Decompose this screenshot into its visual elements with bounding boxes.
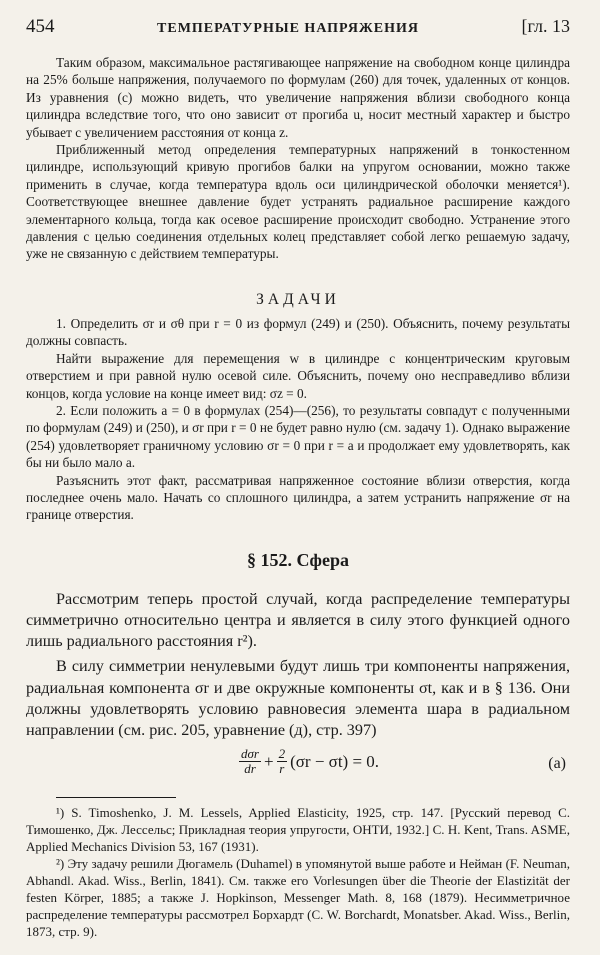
footnote-rule bbox=[56, 797, 176, 798]
section-paragraph-1: Рассмотрим теперь простой случай, когда распределение температуры симметрично относительно центра и является в силу этого функцией одного лишь радиального расстояния r²). bbox=[26, 589, 570, 651]
fraction-two-over-r bbox=[277, 747, 288, 776]
running-header bbox=[26, 16, 570, 46]
task-1-continued: Найти выражение для перемещения w в цилиндре с концентрическим круговым отверстием и при равной нулю осевой силе. Объяснить, почему оно несправедливо вблизи концов, когда условие на конце имеет вид: σz = 0. bbox=[26, 350, 570, 401]
intro-paragraph-1: Таким образом, максимальное растягивающее напряжение на свободном конце цилиндра на 25% больше напряжения, получаемого по формулам (260) для точек, удаленных от концов. Из уравнения (с) можно видеть, что увеличение напряжения вблизи свободного конца цилиндра вследствие того, что оно зависит от прогиба u, носит местный характер и быстро убывает с увеличением расстояния от конца z. bbox=[26, 55, 570, 140]
section-text bbox=[26, 589, 570, 741]
equation-a bbox=[26, 745, 570, 785]
task-1: 1. Определить σr и σθ при r = 0 из формул (249) и (250). Объяснить, почему результаты должны совпасть. bbox=[26, 315, 570, 349]
intro-text bbox=[26, 54, 570, 263]
tasks-text bbox=[26, 315, 570, 524]
plus-sign: + bbox=[263, 751, 274, 771]
equation-body bbox=[236, 747, 379, 776]
task-2-continued: Разъяснить этот факт, рассматривая напряженное состояние вблизи отверстия, когда последнее очень мало. Начать со сплошного цилиндра, а затем устранить напряжение σr на границе отверстия. bbox=[26, 472, 570, 523]
footnote-2: ²) Эту задачу решили Дюгамель (Duhamel) в упомянутой выше работе и Нейман (F. Neuman, Abhandl. Akad. Wiss., Berlin, 1841). См. также его Vorlesungen über die Theorie der Elastizität der festen Körper, 1885; а также J. Hopkinson, Messenger Math. 8, 168 (1879). Несимметричное распределение температуры рассмотрел Борхардт (C. W. Borchardt, Monatsber. Akad. Wiss., Berlin, 1873, стр. 9). bbox=[26, 856, 570, 940]
tasks-heading: ЗАДАЧИ bbox=[256, 290, 340, 308]
footnote-1: ¹) S. Timoshenko, J. M. Lessels, Applied Elasticity, 1925, стр. 147. [Русский перевод С. Тимошенко, Дж. Лессельс; Прикладная теория упругости, ОНТИ, 1932.] C. H. Kent, Trans. ASME, Applied Mechanics Division 53, 167 (1931). bbox=[26, 805, 570, 855]
equation-rest: (σr − σt) = 0. bbox=[290, 751, 380, 771]
running-title: ТЕМПЕРАТУРНЫЕ НАПРЯЖЕНИЯ bbox=[157, 21, 420, 36]
fraction-numerator: dσr bbox=[241, 746, 259, 762]
equation-tag: (a) bbox=[548, 755, 566, 773]
fraction-dsigma-dr bbox=[239, 747, 261, 776]
fraction-denominator: dr bbox=[244, 761, 256, 777]
fraction-denominator: r bbox=[279, 761, 285, 777]
page-number: 454 bbox=[26, 16, 55, 37]
section-paragraph-2: В силу симметрии ненулевыми будут лишь три компоненты напряжения, радиальная компонента σr и две окружные компоненты σt, как и в § 136. Они должны удовлетворять условию равновесия элемента шара в радиальном направлении (см. рис. 205, уравнение (д), стр. 397) bbox=[26, 657, 570, 739]
footnotes bbox=[26, 804, 570, 940]
intro-paragraph-2: Приближенный метод определения температурных напряжений в тонкостенном цилиндре, использующий кривую прогибов балки на упругом основании, можно также применить в случае, когда температура вдоль оси цилиндрической оболочки меняется¹). Соответствующее внешнее давление будет устранять радиальное расширение каждого элементарного кольца, тогда как осевое расширение происходит свободно. Устранение этого давления с целью соединения отдельных колец представляет собой легко решаемую задачу, уже не связанную с действием температуры. bbox=[26, 142, 570, 262]
fraction-numerator: 2 bbox=[278, 746, 286, 762]
section-title: § 152. Сфера bbox=[247, 549, 349, 570]
task-2: 2. Если положить a = 0 в формулах (254)—(256), то результаты совпадут с полученными по формулам (249) и (250), и σr при r = 0 не будет равно нулю (см. задачу 1). Однако выражение (254) удовлетворяет граничному условию σr = 0 при r = a и продолжает ему удовлетворять, как бы ни было мало a. bbox=[26, 402, 570, 471]
chapter-label: [гл. 13 bbox=[521, 16, 570, 36]
